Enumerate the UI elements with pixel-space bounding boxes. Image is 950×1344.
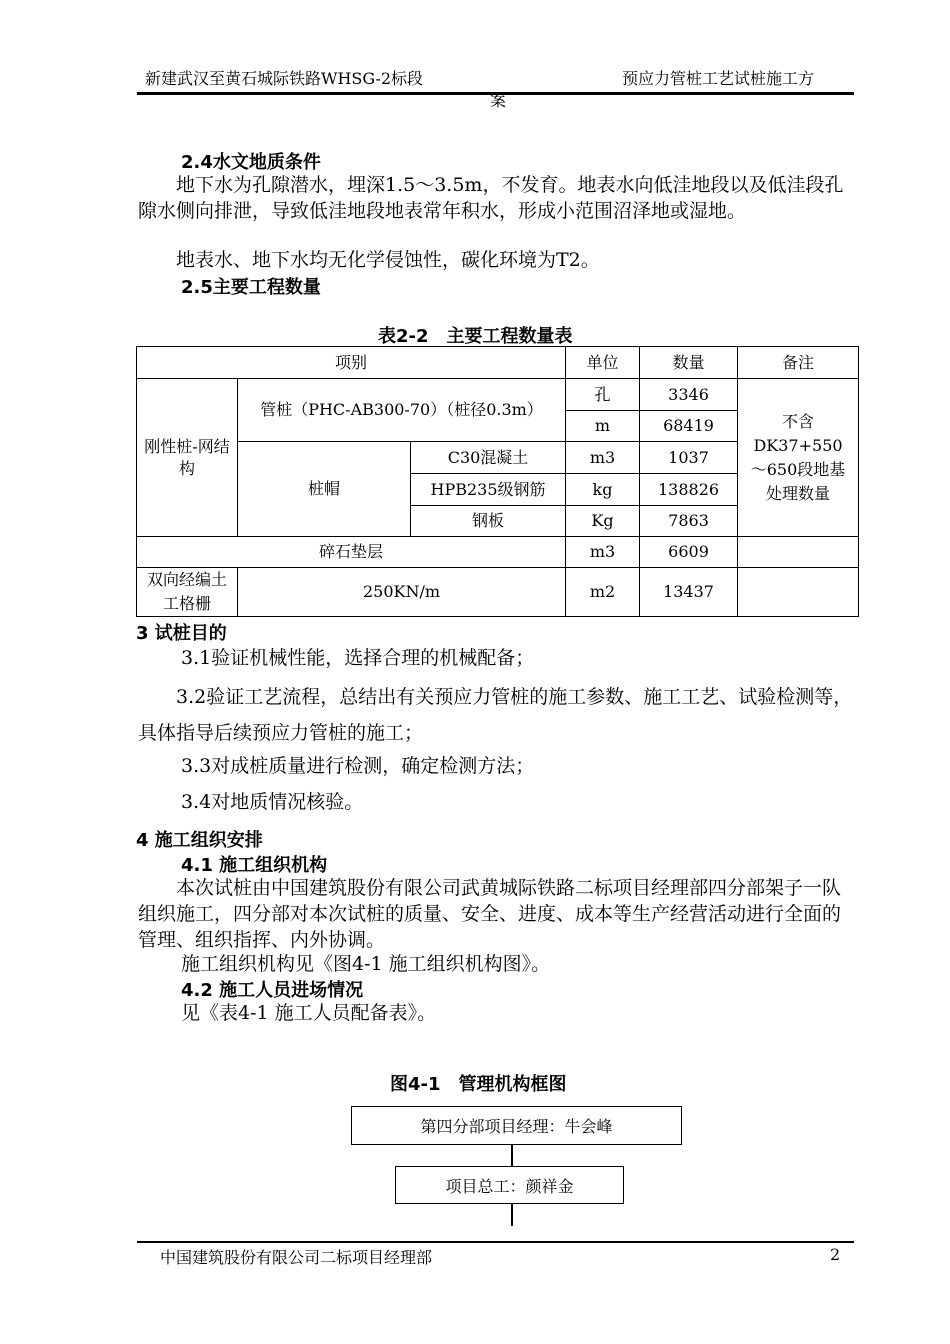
- table-row: [137, 537, 859, 568]
- cell-qty: 7863: [640, 506, 738, 537]
- cell-qty: 1037: [640, 442, 738, 474]
- section-2-5-title: 2.5主要工程数量: [181, 277, 321, 298]
- section-4-1-paragraph: 本次试桩由中国建筑股份有限公司武黄城际铁路二标项目经理部四分部架子一队组织施工，四分部对本次试桩的质量、安全、进度、成本等生产经营活动进行全面的管理、组织指挥、内外协调。: [138, 877, 842, 951]
- cell-qty: 13437: [640, 568, 738, 617]
- th-item: 项别: [137, 347, 566, 379]
- section-2-4-title: 2.4水文地质条件: [181, 152, 321, 173]
- org-box-manager: [351, 1106, 682, 1145]
- org-connector: [511, 1204, 513, 1226]
- cell-qty: 3346: [640, 379, 738, 411]
- section-3-item-1: 3.1验证机械性能，选择合理的机械配备；: [181, 647, 535, 669]
- cell-sub: HPB235级钢筋: [411, 474, 566, 506]
- cell-unit: m3: [566, 442, 640, 474]
- section-4-1-reference: 施工组织机构见《图4-1 施工组织机构图》。: [181, 953, 551, 975]
- pile-spec: 管桩（PHC-AB300-70）（桩径0.3m）: [238, 379, 566, 442]
- section-4-title: 4 施工组织安排: [136, 830, 263, 851]
- section-2-4-paragraph-1: 地下水为孔隙潜水，埋深1.5～3.5m，不发育。地表水向低洼地段以及低洼段孔隙水侧向排泄，导致低洼地段地表常年积水，形成小范围沼泽地或湿地。: [138, 174, 844, 222]
- header-right: 预应力管桩工艺试桩施工方: [622, 69, 815, 88]
- cell-unit: m3: [566, 537, 640, 568]
- section-3-item-2: 3.2验证工艺流程，总结出有关预应力管桩的施工参数、施工工艺、试验检测等，具体指导后续预应力管桩的施工；: [138, 686, 853, 744]
- header-left: 新建武汉至黄石城际铁路WHSG-2标段: [145, 69, 424, 88]
- cell-qty: 6609: [640, 537, 738, 568]
- quantity-table: [136, 346, 859, 617]
- page-number: 2: [830, 1245, 841, 1264]
- cell-empty: [738, 568, 859, 617]
- org-box-chief-engineer: [395, 1166, 624, 1204]
- org-box-chief-engineer-label: 项目总工：颜祥金: [445, 1176, 574, 1196]
- table-row: [137, 379, 859, 411]
- th-qty: 数量: [640, 347, 738, 379]
- table-row: [137, 568, 859, 617]
- section-4-1-title: 4.1 施工组织机构: [181, 855, 328, 876]
- cell-gravel: 碎石垫层: [137, 537, 566, 568]
- section-2-4-paragraph-2: 地表水、地下水均无化学侵蚀性，碳化环境为T2。: [176, 249, 600, 271]
- figure-caption: 图4-1 管理机构框图: [390, 1074, 567, 1095]
- org-connector: [511, 1145, 513, 1166]
- section-4-2-title: 4.2 施工人员进场情况: [181, 980, 364, 1001]
- footer-left: 中国建筑股份有限公司二标项目经理部: [160, 1248, 433, 1267]
- section-3-title: 3 试桩目的: [136, 623, 227, 644]
- cell-unit: m2: [566, 568, 640, 617]
- header-wrap: 案: [490, 91, 507, 110]
- cell-unit: m: [566, 411, 640, 442]
- section-3-item-4: 3.4对地质情况核验。: [181, 791, 364, 813]
- org-box-manager-label: 第四分部项目经理：牛会峰: [420, 1117, 613, 1136]
- group-rigid-pile: 刚性桩-网结构: [137, 379, 238, 537]
- table-header-row: [137, 347, 859, 379]
- table-caption: 表2-2 主要工程数量表: [378, 326, 573, 347]
- section-3-item-3: 3.3对成桩质量进行检测，确定检测方法；: [181, 755, 535, 777]
- section-4-2-paragraph: 见《表4-1 施工人员配备表》。: [181, 1002, 437, 1024]
- footer-rule: [137, 1241, 854, 1243]
- cell-sub: 钢板: [411, 506, 566, 537]
- cell-note: 不含DK37+550～650段地基处理数量: [738, 379, 859, 537]
- cell-empty: [738, 537, 859, 568]
- cell-unit: 孔: [566, 379, 640, 411]
- cell-geogrid: 双向经编土工格栅: [137, 568, 238, 617]
- cell-unit: Kg: [566, 506, 640, 537]
- th-unit: 单位: [566, 347, 640, 379]
- cell-geogrid-spec: 250KN/m: [238, 568, 566, 617]
- cell-unit: kg: [566, 474, 640, 506]
- pile-cap: 桩帽: [238, 442, 411, 537]
- th-note: 备注: [738, 347, 859, 379]
- cell-qty: 68419: [640, 411, 738, 442]
- cell-qty: 138826: [640, 474, 738, 506]
- cell-sub: C30混凝土: [411, 442, 566, 474]
